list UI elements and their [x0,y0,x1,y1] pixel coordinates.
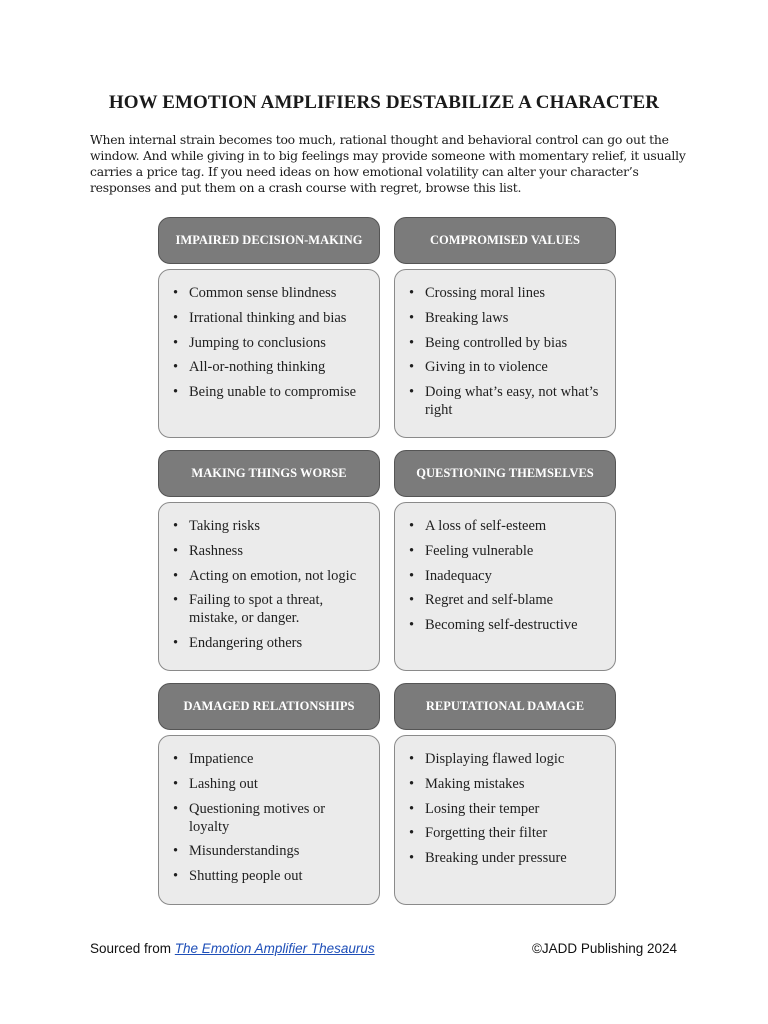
list-item: • Failing to spot a threat, mistake, or danger. [171,591,369,627]
list-item: • Regret and self-blame [407,591,605,609]
list-item: • Endangering others [171,634,369,652]
list-item: • Acting on emotion, not logic [171,567,369,585]
list-item: • Lashing out [171,775,369,793]
list-item: • Breaking laws [407,309,605,327]
card-header-impaired-decision-making: IMPAIRED DECISION-MAKING [158,217,380,264]
card-body-damaged-relationships [158,735,380,905]
bullet-list [407,750,605,867]
card-header-compromised-values: COMPROMISED VALUES [394,217,616,264]
card-body-impaired-decision-making [158,269,380,438]
list-item: • Irrational thinking and bias [171,309,369,327]
list-item: • Inadequacy [407,567,605,585]
card-body-compromised-values [394,269,616,438]
intro-paragraph: When internal strain becomes too much, rational thought and behavioral control can go out the window. And while giving in to big feelings may provide someone with momentary relief, it usually carries a price tag. If you need ideas on how emotional volatility can alter your character’s responses and put them on a crash course with regret, browse this list. [90,132,686,195]
list-item: • Crossing moral lines [407,284,605,302]
list-item: • Doing what’s easy, not what’s right [407,383,605,419]
list-item: • Being unable to compromise [171,383,369,401]
page-title: HOW EMOTION AMPLIFIERS DESTABILIZE A CHARACTER [108,92,660,113]
source-credit [90,941,375,956]
list-item: • Impatience [171,750,369,768]
list-item: • Being controlled by bias [407,334,605,352]
list-item: • Making mistakes [407,775,605,793]
source-link[interactable]: The Emotion Amplifier Thesaurus [174,941,375,956]
list-item: • Jumping to conclusions [171,334,369,352]
list-item: • Giving in to violence [407,358,605,376]
list-item: • Feeling vulnerable [407,542,605,560]
list-item: • Losing their temper [407,800,605,818]
card-header-reputational-damage: REPUTATIONAL DAMAGE [394,683,616,730]
card-header-damaged-relationships: DAMAGED RELATIONSHIPS [158,683,380,730]
list-item: • Shutting people out [171,867,369,885]
bullet-list [171,284,369,401]
bullet-list [407,517,605,634]
list-item: • Becoming self-destructive [407,616,605,634]
card-body-reputational-damage [394,735,616,905]
list-item: • All-or-nothing thinking [171,358,369,376]
card-body-making-things-worse [158,502,380,671]
bullet-list [171,750,369,885]
card-body-questioning-themselves [394,502,616,671]
list-item: • A loss of self-esteem [407,517,605,535]
list-item: • Forgetting their filter [407,824,605,842]
bullet-list [407,284,605,419]
list-item: • Questioning motives or loyalty [171,800,369,836]
list-item: • Taking risks [171,517,369,535]
list-item: • Common sense blindness [171,284,369,302]
bullet-list [171,517,369,652]
list-item: • Misunderstandings [171,842,369,860]
card-header-questioning-themselves: QUESTIONING THEMSELVES [394,450,616,497]
copyright-notice: ©JADD Publishing 2024 [531,941,677,956]
source-prefix: Sourced from [90,941,175,956]
card-header-making-things-worse: MAKING THINGS WORSE [158,450,380,497]
list-item: • Rashness [171,542,369,560]
list-item: • Displaying flawed logic [407,750,605,768]
list-item: • Breaking under pressure [407,849,605,867]
